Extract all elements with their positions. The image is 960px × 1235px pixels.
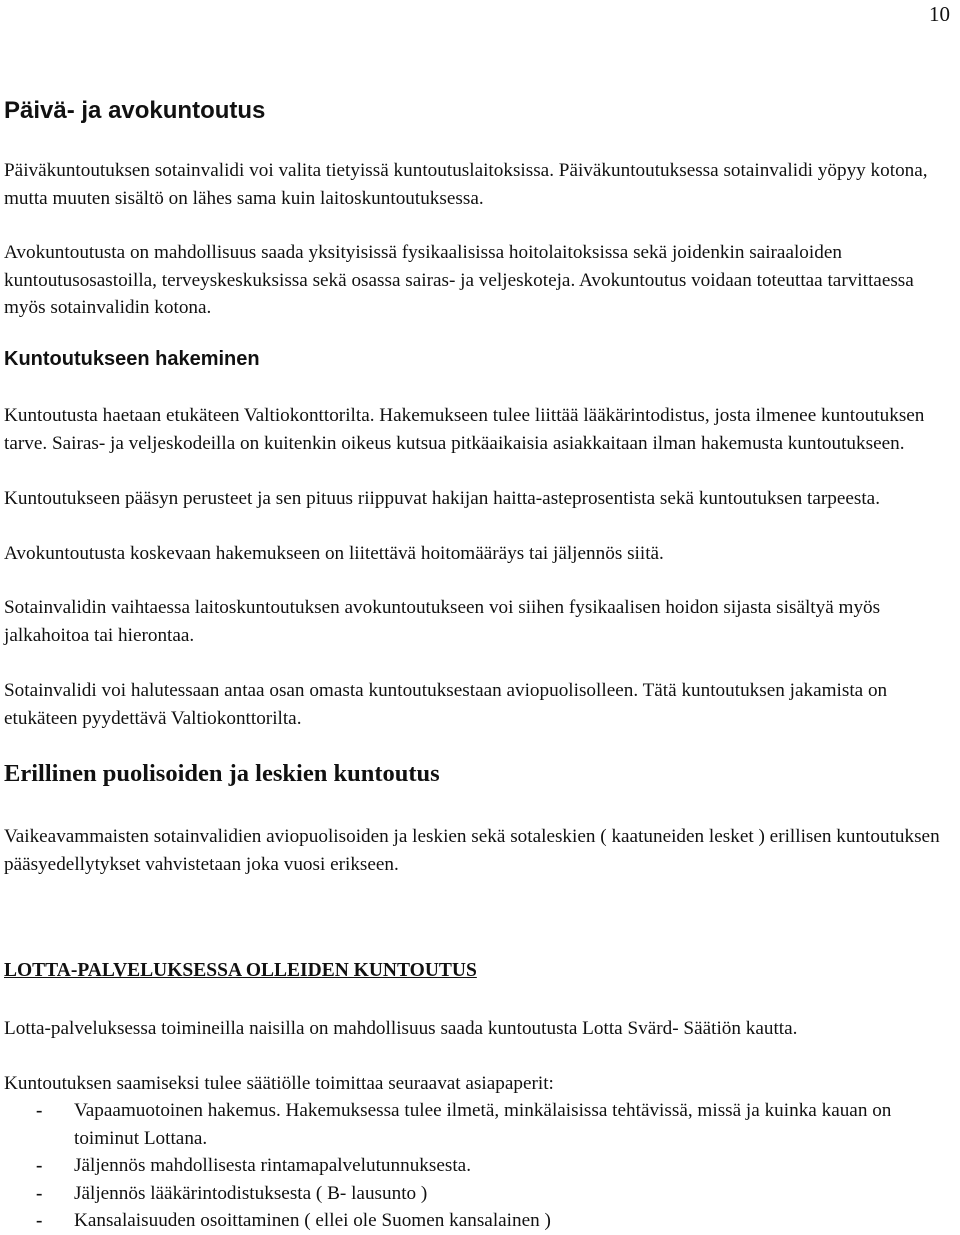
heading-lotta-kuntoutus: LOTTA-PALVELUKSESSA OLLEIDEN KUNTOUTUS bbox=[4, 960, 477, 981]
page-number: 10 bbox=[929, 2, 950, 26]
list-item-text: Vapaamuotoinen hakemus. Hakemuksessa tulee ilmetä, minkälaisissa tehtävissä, missä ja kuinka kauan on toiminut Lottana. bbox=[74, 1100, 892, 1149]
list-item-text: Kansalaisuuden osoittaminen ( ellei ole Suomen kansalainen ) bbox=[74, 1210, 551, 1231]
list-dash: - bbox=[36, 1100, 43, 1121]
list-dash: - bbox=[36, 1155, 43, 1176]
list-dash: - bbox=[36, 1183, 43, 1204]
paragraph-hakeminen-4: Sotainvalidin vaihtaessa laitoskuntoutuksen avokuntoutukseen voi siihen fysikaalisen hoidon sijasta sisältyä myös jalkahoitoa tai hierontaa. bbox=[4, 597, 881, 646]
list-dash: - bbox=[36, 1210, 43, 1231]
paragraph-lotta-1: Lotta-palveluksessa toimineilla naisilla on mahdollisuus saada kuntoutusta Lotta Svärd- Säätiön kautta. bbox=[4, 1018, 798, 1039]
paragraph-hakeminen-2: Kuntoutukseen pääsyn perusteet ja sen pituus riippuvat hakijan haitta-asteprosentista sekä kuntoutuksen tarpeesta. bbox=[4, 488, 880, 509]
heading-kuntoutukseen-hakeminen: Kuntoutukseen hakeminen bbox=[4, 348, 260, 370]
paragraph-hakeminen-3: Avokuntoutusta koskevaan hakemukseen on liitettävä hoitomääräys tai jäljennös siitä. bbox=[4, 543, 664, 564]
list-item-text: Jäljennös lääkärintodistuksesta ( B- lausunto ) bbox=[74, 1183, 428, 1204]
paragraph-hakeminen-5: Sotainvalidi voi halutessaan antaa osan omasta kuntoutuksestaan aviopuolisolleen. Tätä kuntoutuksen jakamista on etukäteen pyydettävä Valtiokonttorilta. bbox=[4, 680, 888, 729]
heading-paiva-avokuntoutus: Päivä- ja avokuntoutus bbox=[4, 97, 266, 124]
heading-puolisoiden-kuntoutus: Erillinen puolisoiden ja leskien kuntoutus bbox=[4, 760, 440, 787]
paragraph-puolisot: Vaikeavammaisten sotainvalidien aviopuolisoiden ja leskien sekä sotaleskien ( kaatuneiden lesket ) erillisen kuntoutuksen pääsyedellytykset vahvistetaan joka vuosi erikseen. bbox=[4, 826, 940, 875]
paragraph-avokuntoutus: Avokuntoutusta on mahdollisuus saada yksityisissä fysikaalisissa hoitolaitoksissa sekä joidenkin sairaaloiden kuntoutusosastoilla, terveyskeskuksissa sekä osassa sairas- ja veljeskoteja. Avokuntoutus voidaan toteuttaa tarvittaessa myös sotainvalidin kotona. bbox=[4, 242, 914, 319]
paragraph-lotta-2: Kuntoutuksen saamiseksi tulee säätiölle toimittaa seuraavat asiapaperit: bbox=[4, 1073, 554, 1094]
list-item-text: Jäljennös mahdollisesta rintamapalvelutunnuksesta. bbox=[74, 1155, 471, 1176]
paragraph-paivakuntoutus: Päiväkuntoutuksen sotainvalidi voi valita tietyissä kuntoutuslaitoksissa. Päiväkuntoutuksessa sotainvalidi yöpyy kotona, mutta muuten sisältö on lähes sama kuin laitoskuntoutuksessa. bbox=[4, 160, 928, 209]
paragraph-hakeminen-1: Kuntoutusta haetaan etukäteen Valtiokonttorilta. Hakemukseen tulee liittää lääkärintodistus, josta ilmenee kuntoutuksen tarve. Sairas- ja veljeskodeilla on kuitenkin oikeus kutsua pitkäaikaisia asiakkaitaan ilman hakemusta kuntoutukseen. bbox=[4, 405, 925, 454]
